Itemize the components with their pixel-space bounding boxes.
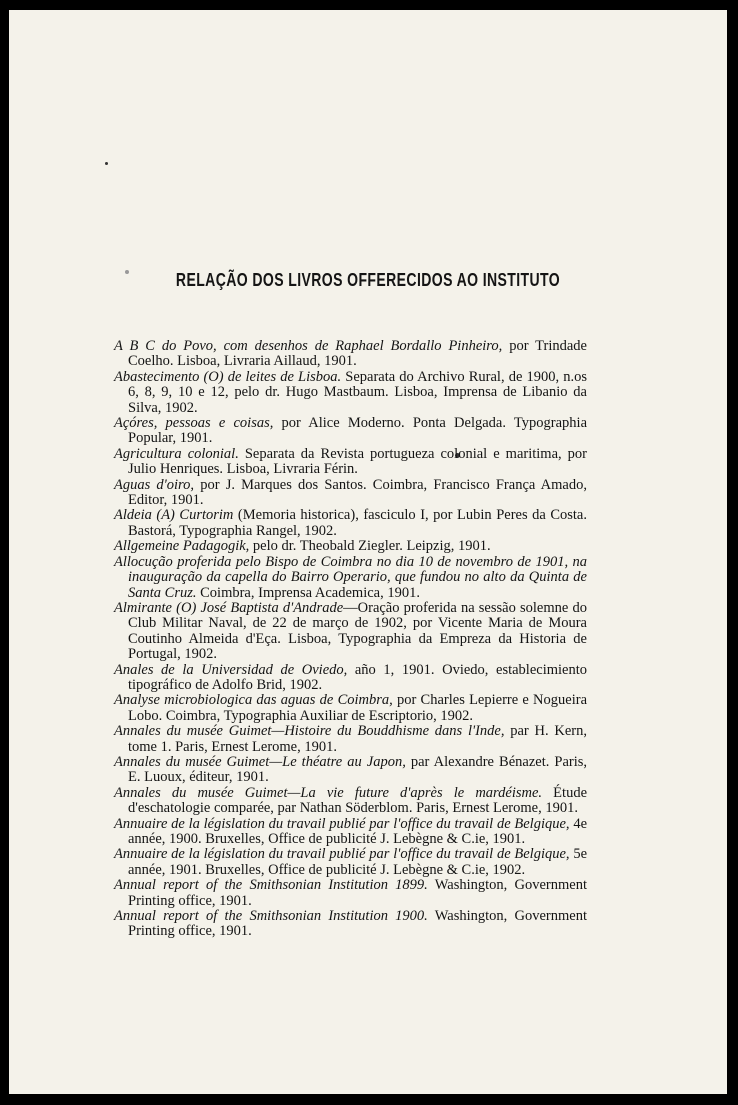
book-list — [114, 339, 587, 940]
list-item — [114, 601, 587, 663]
entry-details: por Trindade Coelho. Lisboa, Livraria Aillaud, 1901. — [128, 338, 587, 370]
entry-title: Annuaire de la législation du travail publié par l'office du travail de Belgique, — [114, 815, 570, 832]
entry-title: Agricultura colonial. — [114, 445, 239, 462]
entry-details: por Alice Moderno. Ponta Delgada. Typographia Popular, 1901. — [128, 415, 587, 447]
entry-details: Étude d'eschatologie comparée, par Nathan Söderblom. Paris, Ernest Lerome, 1901. — [128, 784, 588, 817]
entry-title: Annuaire de la législation du travail publié par l'office du travail de Belgique, — [114, 846, 570, 863]
entry-title: Almirante (O) José Baptista d'Andrade — [114, 599, 344, 616]
list-item — [114, 416, 587, 447]
entry-title: Anales de la Universidad de Oviedo, — [114, 661, 348, 678]
list-item — [114, 370, 587, 416]
entry-title: Abastecimento (O) de leites de Lisboa. — [114, 368, 342, 385]
entry-title: Annales du musée Guimet—Le théatre au Japon, — [114, 753, 406, 770]
entry-details: 5e année, 1901. Bruxelles, Office de publicité J. Lebègne & C.ie, 1902. — [128, 846, 588, 878]
page-title: RELAÇÃO DOS LIVROS OFFERECIDOS AO INSTITUTO — [175, 270, 561, 290]
entry-details: Coimbra, Imprensa Academica, 1901. — [196, 584, 420, 601]
entry-details: par Alexandre Bénazet. Paris, E. Luoux, éditeur, 1901. — [128, 753, 588, 786]
entry-title: A B C do Povo, com desenhos de Raphael Bordallo Pinheiro, — [114, 338, 503, 354]
entry-details: Washington, Government Printing office, 1901. — [128, 908, 587, 940]
entry-details: Washington, Government Printing office, 1901. — [128, 877, 587, 909]
entry-details: por J. Marques dos Santos. Coimbra, Francisco França Amado, Editor, 1901. — [128, 476, 587, 509]
list-item — [114, 693, 587, 724]
entry-title: Analyse microbiologica das aguas de Coimbra, — [114, 692, 393, 709]
entry-title: Aldeia (A) Curtorim — [114, 507, 234, 524]
entry-title: Annual report of the Smithsonian Institution 1900. — [114, 908, 428, 925]
entry-details: 4e année, 1900. Bruxelles, Office de publicité J. Lebègne & C.ie, 1901. — [128, 815, 588, 847]
entry-details: año 1, 1901. Oviedo, establecimiento tipográfico de Adolfo Brid, 1902. — [128, 661, 587, 693]
list-item — [114, 847, 587, 878]
list-item — [114, 878, 587, 909]
list-item — [114, 817, 587, 848]
list-item — [114, 663, 587, 694]
entry-title: Allocução proferida pelo Bispo de Coimbra no dia 10 de novembro de 1901, na inauguração da capella do Bairro Operario, que fundou no alto da Quinta de Santa Cruz. — [114, 553, 587, 601]
list-item — [114, 909, 587, 940]
list-item — [114, 724, 587, 755]
list-item — [114, 786, 587, 817]
entry-details: por Charles Lepierre e Nogueira Lobo. Coimbra, Typographia Auxiliar de Escriptorio, 1902. — [128, 692, 588, 724]
list-item — [114, 447, 587, 478]
list-item — [114, 508, 587, 539]
entry-details: par H. Kern, tome 1. Paris, Ernest Lerome, 1901. — [128, 723, 587, 755]
entry-title: Allgemeine Padagogik, — [114, 538, 250, 555]
entry-title: Açóres, pessoas e coisas, — [114, 415, 274, 432]
list-item — [114, 555, 587, 601]
entry-title: Annales du musée Guimet—La vie future d'après le mardéisme. — [114, 784, 543, 801]
entry-details: pelo dr. Theobald Ziegler. Leipzig, 1901. — [249, 538, 491, 555]
entry-details: Separata do Archivo Rural, de 1900, n.os 6, 8, 9, 10 e 12, pelo dr. Hugo Mastbaum. Lisboa, Imprensa de Libanio da Silva, 1902. — [128, 368, 588, 416]
ink-speck — [105, 162, 108, 165]
entry-details: Separata da Revista portugueza colonial e maritima, por Julio Henriques. Lisboa, Livraria Férin. — [128, 445, 587, 478]
entry-title: Annual report of the Smithsonian Institution 1899. — [114, 877, 428, 894]
entry-details: (Memoria historica), fasciculo I, por Lubin Peres da Costa. Bastorá, Typographia Rangel, 1902. — [128, 507, 587, 539]
list-item — [114, 478, 587, 509]
entry-details: —Oração proferida na sessão solemne do Club Militar Naval, de 22 de março de 1902, por Vicente Maria de Moura Coutinho Almeida d'Eça. Lisboa, Typographia da Empreza da Historia de Portugal, 1902. — [128, 599, 587, 663]
list-item — [114, 755, 587, 786]
entry-title: Aguas d'oiro, — [114, 476, 195, 493]
entry-title: Annales du musée Guimet—Histoire du Bouddhisme dans l'Inde, — [114, 723, 505, 740]
list-item — [114, 539, 587, 554]
list-item — [114, 339, 587, 370]
document-page — [9, 10, 727, 1094]
